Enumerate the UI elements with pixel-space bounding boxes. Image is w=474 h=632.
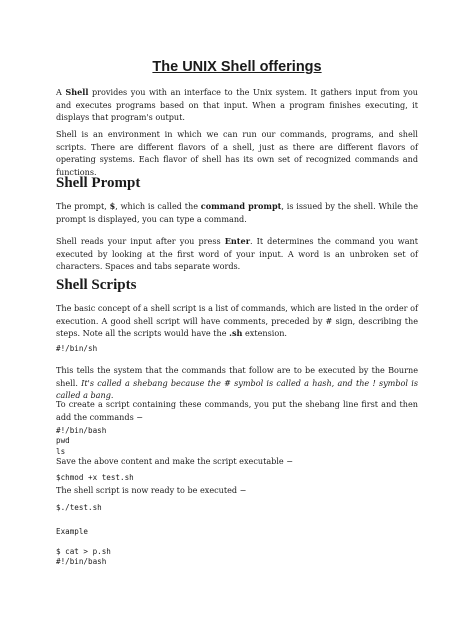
paragraph-create-script: To create a script containing these commands, you put the shebang line first and then add the commands − — [56, 399, 418, 422]
text-run: . It determines the command you want executed by looking at the first word of your input. A word is an unbroken set of characters. Spaces and tabs separate words. — [56, 236, 418, 271]
text-run: This tells the system that the commands that follow are to be executed by the Bourne shell. — [56, 365, 418, 388]
code-run-test: $./test.sh — [56, 503, 102, 512]
shebang-explanation: It's called a shebang because the # symbol is called a hash, and the ! symbol is called a bang — [56, 377, 418, 400]
code-cat-psh: $ cat > p.sh #!/bin/bash — [56, 547, 111, 567]
code-shebang-sh: #!/bin/sh — [56, 344, 98, 353]
code-example-label: Example — [56, 527, 89, 536]
paragraph-reads-input — [56, 235, 418, 273]
term-enter: Enter — [224, 236, 250, 246]
term-command-prompt: command prompt — [200, 201, 282, 211]
intro-paragraph-environment: Shell is an environment in which we can run our commands, programs, and shell scripts. There are different flavors of a shell, just as there are different flavors of operating systems. Each flavor of shell has its own set of recognized commands and functions. — [56, 129, 418, 177]
text-run: , which is called the — [115, 201, 201, 211]
paragraph-bourne-shell — [56, 364, 418, 402]
paragraph-prompt — [56, 200, 418, 225]
text-run: provides you with an interface to the Unix system. It gathers input from you and executes programs based on that input. When a program finishes executing, it displays that program's output. — [56, 87, 418, 122]
text-run: The basic concept of a shell script is a list of commands, which are listed in the order of execution. A good shell script will have comments, preceded by # sign, describing the steps. Note all the scripts would have the — [56, 303, 418, 338]
text-run: , is issued by the shell. While the prompt is displayed, you can type a command. — [56, 201, 418, 224]
text-run: Shell reads your input after you press — [56, 236, 225, 246]
term-shell: Shell — [65, 87, 89, 97]
paragraph-script-concept — [56, 302, 418, 340]
code-chmod: $chmod +x test.sh — [56, 473, 134, 482]
paragraph-ready-executed: The shell script is now ready to be executed − — [56, 485, 247, 495]
heading-shell-scripts: Shell Scripts — [56, 277, 137, 293]
text-run: The prompt, — [56, 201, 110, 211]
term-sh-extension: .sh — [229, 328, 243, 338]
text-run: . — [110, 390, 114, 400]
text-run: extension. — [242, 328, 287, 338]
text-run: A — [56, 87, 66, 97]
intro-paragraph-shell — [56, 86, 418, 124]
paragraph-save-executable: Save the above content and make the script executable − — [56, 456, 294, 466]
code-bash-pwd-ls: #!/bin/bash pwd ls — [56, 426, 107, 456]
heading-shell-prompt: Shell Prompt — [56, 175, 141, 191]
page-title: The UNIX Shell offerings — [152, 59, 322, 75]
term-dollar: $ — [109, 201, 116, 211]
